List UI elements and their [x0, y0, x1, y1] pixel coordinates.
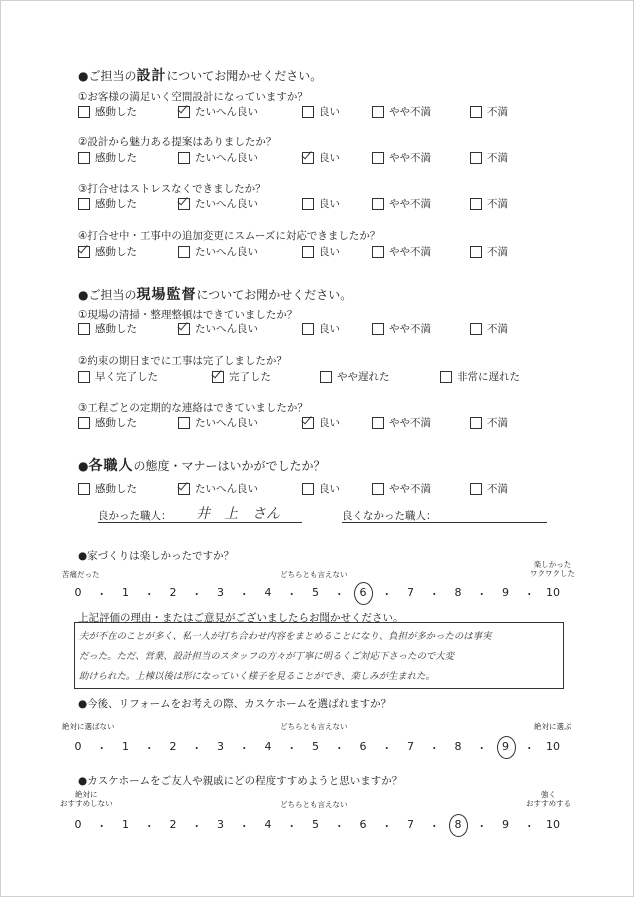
reform-left-label: 絶対に選ばない — [62, 722, 115, 731]
option-very-late[interactable]: 非常に遅れた — [440, 369, 520, 384]
checkbox[interactable] — [372, 246, 384, 258]
option-slightly-late[interactable]: やや遅れた — [320, 369, 390, 384]
option-good[interactable] — [302, 415, 340, 430]
option-unsatisfied[interactable] — [470, 481, 508, 496]
scale-number[interactable]: 10 — [546, 818, 560, 831]
option-label: 良い — [319, 323, 340, 335]
option-label: やや不満 — [389, 246, 431, 258]
checkbox[interactable] — [470, 323, 482, 335]
scale-number[interactable]: 3 — [217, 818, 224, 831]
option-unsatisfied[interactable] — [470, 415, 508, 430]
scale-separator: ・ — [333, 588, 345, 601]
option-label: たいへん良い — [195, 246, 258, 258]
checkbox[interactable] — [178, 246, 190, 258]
good-craftsman-value[interactable]: 井 上 さん — [196, 506, 280, 522]
checkbox-checked[interactable] — [178, 323, 190, 335]
scale-number[interactable]: 8 — [454, 586, 462, 599]
enjoy-scale[interactable] — [0, 586, 634, 600]
reform-question: ●今後、リフォームをお考えの際、カスケホームを選ばれますか？ — [78, 698, 392, 710]
good-craftsman-line — [98, 522, 302, 523]
checkbox[interactable] — [78, 152, 90, 164]
option-label: 良い — [319, 246, 340, 258]
checkbox[interactable] — [470, 483, 482, 495]
scale-separator: ・ — [96, 820, 108, 833]
option-slightly-unsatisfied[interactable] — [372, 104, 431, 119]
option-good[interactable] — [302, 104, 340, 119]
scale-separator: ・ — [333, 742, 345, 755]
option-label: やや不満 — [389, 198, 431, 210]
scale-separator: ・ — [381, 742, 393, 755]
option-moved[interactable] — [78, 104, 137, 119]
comment-line-3: 助けられた。上棟以後は形になっていく様子を見ることができ、楽しみが生まれた。 — [79, 671, 435, 682]
option-label: やや不満 — [389, 152, 431, 164]
option-very-good[interactable] — [178, 196, 258, 211]
checkbox[interactable] — [372, 106, 384, 118]
scale-number[interactable]: 2 — [169, 586, 177, 599]
scale-number[interactable]: 8 — [454, 740, 462, 753]
option-label: 感動した — [95, 152, 137, 164]
scale-separator: ・ — [286, 820, 298, 833]
option-label: 良い — [319, 417, 340, 429]
selected-circle — [497, 736, 516, 759]
checkbox[interactable] — [470, 246, 482, 258]
scale-number[interactable]: 10 — [546, 740, 560, 753]
scale-number[interactable]: 0 — [74, 586, 82, 599]
scale-separator: ・ — [428, 742, 440, 755]
checkbox[interactable] — [302, 106, 314, 118]
scale-separator: ・ — [143, 588, 155, 601]
checkbox[interactable] — [302, 246, 314, 258]
scale-separator: ・ — [96, 742, 108, 755]
checkbox[interactable] — [78, 483, 90, 495]
scale-number[interactable]: 7 — [407, 586, 414, 599]
scale-separator: ・ — [238, 742, 250, 755]
option-label: たいへん良い — [195, 323, 258, 335]
option-label: たいへん良い — [195, 483, 258, 495]
checkbox-checked[interactable] — [78, 246, 90, 258]
scale-separator: ・ — [286, 588, 298, 601]
enjoy-reason-label: 上記評価の理由・またはご意見がございましたらお聞かせください。 — [78, 612, 404, 624]
option-label: 良い — [319, 198, 340, 210]
option-unsatisfied[interactable] — [470, 196, 508, 211]
enjoy-mid-label: どちらとも言えない — [280, 570, 348, 579]
scale-separator: ・ — [143, 742, 155, 755]
supervisor-q3: ③工程ごとの定期的な連絡はできていましたか？ — [78, 402, 308, 414]
bad-craftsman-label: 良くなかった職人： — [342, 510, 437, 522]
option-moved[interactable] — [78, 321, 137, 336]
reform-right-label: 絶対に選ぶ — [534, 722, 572, 731]
option-label: やや不満 — [389, 106, 431, 118]
checkbox[interactable] — [372, 417, 384, 429]
option-moved[interactable] — [78, 244, 137, 259]
scale-separator: ・ — [191, 588, 203, 601]
option-slightly-unsatisfied[interactable] — [372, 415, 431, 430]
design-q2: ②設計から魅力ある提案はありましたか？ — [78, 136, 277, 148]
scale-number[interactable]: 0 — [74, 740, 82, 753]
scale-separator: ・ — [476, 742, 488, 755]
option-good[interactable] — [302, 321, 340, 336]
checkbox[interactable] — [470, 417, 482, 429]
scale-separator: ・ — [476, 588, 488, 601]
scale-number[interactable]: 4 — [264, 818, 272, 831]
scale-number[interactable]: 10 — [546, 586, 560, 599]
option-completed[interactable]: 完了した — [212, 369, 271, 384]
scale-separator: ・ — [333, 820, 345, 833]
scale-number[interactable]: 1 — [122, 818, 129, 831]
checkbox-checked[interactable] — [178, 106, 190, 118]
option-label: 感動した — [95, 246, 137, 258]
option-label: 感動した — [95, 198, 137, 210]
option-label: たいへん良い — [195, 417, 258, 429]
checkbox[interactable] — [372, 483, 384, 495]
recommend-scale[interactable] — [0, 818, 634, 832]
scale-number[interactable]: 5 — [312, 740, 319, 753]
option-label: 不満 — [487, 198, 508, 210]
scale-number[interactable]: 7 — [407, 818, 414, 831]
option-unsatisfied[interactable] — [470, 244, 508, 259]
option-moved[interactable] — [78, 150, 137, 165]
scale-number[interactable]: 6 — [359, 818, 367, 831]
option-good[interactable] — [302, 481, 340, 496]
scale-separator: ・ — [476, 820, 488, 833]
checkbox[interactable] — [302, 483, 314, 495]
bad-craftsman-line — [342, 522, 547, 523]
scale-number[interactable]: 1 — [122, 586, 129, 599]
option-very-good[interactable] — [178, 244, 258, 259]
option-label: たいへん良い — [195, 152, 258, 164]
checkbox[interactable] — [78, 371, 90, 383]
checkbox-checked[interactable] — [212, 371, 224, 383]
scale-separator: ・ — [381, 820, 393, 833]
option-good[interactable] — [302, 196, 340, 211]
design-q3: ③打合せはストレスなくできましたか？ — [78, 183, 266, 195]
option-moved[interactable] — [78, 481, 137, 496]
reform-mid-label: どちらとも言えない — [280, 722, 348, 731]
scale-number[interactable]: 2 — [169, 740, 177, 753]
option-slightly-unsatisfied[interactable] — [372, 150, 431, 165]
option-slightly-unsatisfied[interactable] — [372, 196, 431, 211]
option-slightly-unsatisfied[interactable] — [372, 321, 431, 336]
scale-separator: ・ — [238, 588, 250, 601]
checkbox-checked[interactable] — [302, 152, 314, 164]
checkbox-checked[interactable] — [178, 198, 190, 210]
scale-number[interactable]: 6 — [359, 740, 367, 753]
scale-number[interactable]: 4 — [264, 740, 272, 753]
enjoy-right-label: 楽しかった ワクワクした — [530, 560, 575, 578]
option-label: 良い — [319, 483, 340, 495]
scale-number[interactable]: 9 — [502, 818, 509, 831]
option-very-good[interactable] — [178, 481, 258, 496]
scale-separator: ・ — [523, 588, 535, 601]
checkbox[interactable] — [372, 152, 384, 164]
supervisor-q2: ②約束の期日までに工事は完了しましたか？ — [78, 355, 287, 367]
option-label: 不満 — [487, 106, 508, 118]
recommend-left-label: 絶対に おすすめしない — [60, 790, 113, 808]
checkbox[interactable] — [78, 198, 90, 210]
scale-number[interactable]: 9 — [502, 740, 509, 753]
comment-box[interactable] — [74, 622, 564, 689]
option-label: 不満 — [487, 323, 508, 335]
option-very-good[interactable] — [178, 150, 258, 165]
option-label: 感動した — [95, 417, 137, 429]
option-label: たいへん良い — [195, 198, 258, 210]
option-early[interactable]: 早く完了した — [78, 369, 158, 384]
checkbox-checked[interactable] — [302, 417, 314, 429]
scale-separator: ・ — [143, 820, 155, 833]
option-label: 感動した — [95, 106, 137, 118]
checkbox-checked[interactable] — [178, 483, 190, 495]
checkbox[interactable] — [178, 417, 190, 429]
selected-circle — [354, 582, 373, 605]
option-very-good[interactable] — [178, 321, 258, 336]
recommend-right-label: 強く おすすめする — [526, 790, 572, 808]
reform-scale[interactable] — [0, 740, 634, 754]
scale-separator: ・ — [286, 742, 298, 755]
scale-number[interactable]: 6 — [359, 586, 367, 599]
scale-number[interactable]: 3 — [217, 586, 224, 599]
checkbox[interactable] — [440, 371, 452, 383]
scale-separator: ・ — [523, 820, 535, 833]
option-unsatisfied[interactable] — [470, 150, 508, 165]
enjoy-question: ●家づくりは楽しかったですか？ — [78, 550, 235, 562]
selected-circle — [449, 814, 468, 837]
comment-line-1: 夫が不在のことが多く、私一人が打ち合わせ内容をまとめることになり、負担が多かったのは事実 — [79, 631, 492, 642]
checkbox[interactable] — [78, 417, 90, 429]
option-slightly-unsatisfied[interactable] — [372, 244, 431, 259]
checkbox[interactable] — [320, 371, 332, 383]
scale-separator: ・ — [96, 588, 108, 601]
option-unsatisfied[interactable] — [470, 104, 508, 119]
option-label: 感動した — [95, 323, 137, 335]
option-label: やや不満 — [389, 323, 431, 335]
option-moved[interactable] — [78, 415, 137, 430]
scale-number[interactable]: 0 — [74, 818, 82, 831]
option-slightly-unsatisfied[interactable] — [372, 481, 431, 496]
option-label: 不満 — [487, 246, 508, 258]
option-label: 感動した — [95, 483, 137, 495]
option-good[interactable] — [302, 244, 340, 259]
checkbox[interactable] — [372, 198, 384, 210]
checkbox[interactable] — [78, 106, 90, 118]
design-heading: ●ご担当の設計についてお聞かせください。 — [78, 68, 323, 84]
scale-number[interactable]: 5 — [312, 818, 319, 831]
option-label: 良い — [319, 152, 340, 164]
scale-number[interactable]: 3 — [217, 740, 224, 753]
checkbox[interactable] — [178, 152, 190, 164]
scale-number[interactable]: 2 — [169, 818, 177, 831]
supervisor-q1: ①現場の清掃・整理整頓はできていましたか？ — [78, 309, 298, 321]
option-label: 良い — [319, 106, 340, 118]
scale-separator: ・ — [381, 588, 393, 601]
option-very-good[interactable] — [178, 415, 258, 430]
option-unsatisfied[interactable] — [470, 321, 508, 336]
scale-number[interactable]: 1 — [122, 740, 129, 753]
option-label: 不満 — [487, 417, 508, 429]
design-q1: ①お客様の満足いく空間設計になっていますか？ — [78, 91, 308, 103]
checkbox[interactable] — [372, 323, 384, 335]
checkbox[interactable] — [302, 323, 314, 335]
scale-separator: ・ — [428, 588, 440, 601]
option-label: 不満 — [487, 483, 508, 495]
scale-number[interactable]: 9 — [502, 586, 509, 599]
enjoy-left-label: 苦痛だった — [62, 570, 100, 579]
good-craftsman-label: 良かった職人： — [98, 510, 172, 522]
supervisor-heading: ●ご担当の現場監督についてお聞かせください。 — [78, 287, 353, 303]
scale-separator: ・ — [523, 742, 535, 755]
checkbox[interactable] — [470, 198, 482, 210]
option-label: やや不満 — [389, 483, 431, 495]
checkbox[interactable] — [470, 152, 482, 164]
design-q4: ④打合せ中・工事中の追加変更にスムーズに対応できましたか？ — [78, 230, 381, 242]
craftsmen-heading: ●各職人の態度・マナーはいかがでしたか？ — [78, 458, 326, 474]
scale-number[interactable]: 4 — [264, 586, 272, 599]
comment-line-2: だった。ただ、営業、設計担当のスタッフの方々が丁寧に明るくご対応下さったので大変 — [79, 651, 455, 662]
checkbox[interactable] — [78, 323, 90, 335]
scale-separator: ・ — [191, 820, 203, 833]
scale-number[interactable]: 5 — [312, 586, 319, 599]
option-very-good[interactable] — [178, 104, 258, 119]
option-label: たいへん良い — [195, 106, 258, 118]
option-moved[interactable] — [78, 196, 137, 211]
recommend-question: ●カスケホームをご友人や親戚にどの程度すすめようと思いますか？ — [78, 775, 403, 787]
scale-separator: ・ — [428, 820, 440, 833]
checkbox[interactable] — [470, 106, 482, 118]
option-label: やや不満 — [389, 417, 431, 429]
scale-number[interactable]: 8 — [454, 818, 462, 831]
scale-separator: ・ — [238, 820, 250, 833]
scale-separator: ・ — [191, 742, 203, 755]
checkbox[interactable] — [302, 198, 314, 210]
scale-number[interactable]: 7 — [407, 740, 414, 753]
recommend-mid-label: どちらとも言えない — [280, 800, 348, 809]
option-good[interactable] — [302, 150, 340, 165]
option-label: 不満 — [487, 152, 508, 164]
